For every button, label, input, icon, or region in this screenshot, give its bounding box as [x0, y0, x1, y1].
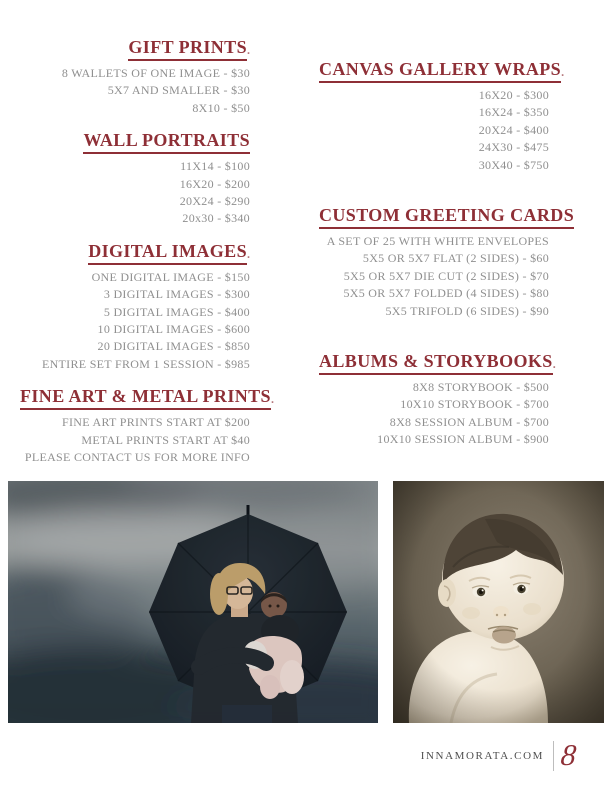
- section-header: [319, 59, 565, 83]
- price-line: 5X5 OR 5X7 FOLDED (4 SIDES) - $80: [343, 286, 549, 301]
- title-suffix: .: [552, 357, 556, 372]
- price-line: 8 WALLETS OF ONE IMAGE - $30: [61, 66, 250, 80]
- photo-umbrella-portrait: [8, 481, 378, 723]
- title-suffix: .: [270, 392, 274, 407]
- section-title: ALBUMS & STORYBOOKS: [319, 351, 553, 375]
- price-line: 8X10 - $50: [192, 100, 250, 115]
- price-line: ONE DIGITAL IMAGE - $150: [91, 269, 250, 284]
- price-line: 24X30 - $475: [478, 140, 549, 155]
- price-section-digital-images: [20, 241, 250, 373]
- title-suffix: .: [247, 43, 250, 57]
- umbrella-portrait-illustration: [8, 481, 378, 723]
- price-section-custom-greeting-cards: [319, 205, 575, 320]
- section-title: WALL PORTRAITS: [83, 130, 250, 154]
- price-section-albums-and-storybooks: [319, 351, 556, 449]
- section-header: [319, 205, 575, 229]
- price-line: 11X14 - $100: [180, 159, 250, 174]
- price-line: 5 DIGITAL IMAGES - $400: [103, 304, 250, 319]
- page-number: 8: [559, 739, 578, 772]
- price-line: PLEASE CONTACT US FOR MORE INFO: [24, 450, 250, 465]
- price-line: 5X5 TRIFOLD (6 SIDES) - $90: [385, 303, 549, 318]
- price-line: 5X5 OR 5X7 DIE CUT (2 SIDES) - $70: [343, 268, 549, 283]
- title-suffix: .: [561, 65, 565, 79]
- price-line: 20 DIGITAL IMAGES - $850: [97, 339, 250, 354]
- price-line: 8X8 SESSION ALBUM - $700: [389, 414, 549, 429]
- price-line: 30X40 - $750: [478, 157, 549, 172]
- site-url: INNAMORATA.COM: [420, 750, 544, 762]
- price-line: 10X10 STORYBOOK - $700: [400, 397, 549, 412]
- price-section-gift-prints: [20, 37, 250, 117]
- price-line: FINE ART PRINTS START AT $200: [61, 415, 250, 430]
- photo-baby-portrait: [393, 481, 604, 723]
- section-header: [20, 37, 250, 61]
- price-line: 10X10 SESSION ALBUM - $900: [377, 432, 549, 447]
- price-line: 20X24 - $400: [478, 122, 549, 137]
- price-column-right: [319, 59, 575, 480]
- price-line: ENTIRE SET FROM 1 SESSION - $985: [41, 356, 250, 371]
- footer-divider: [553, 741, 554, 771]
- price-line: 5X7 AND SMALLER - $30: [107, 83, 250, 98]
- price-line: 3 DIGITAL IMAGES - $300: [103, 287, 250, 302]
- price-line: 16X20 - $200: [179, 176, 250, 191]
- price-line: 10 DIGITAL IMAGES - $600: [97, 322, 250, 337]
- price-line: 20x30 - $340: [182, 211, 250, 226]
- section-header: [20, 130, 250, 154]
- section-header: [20, 241, 250, 265]
- price-line: 20X24 - $290: [179, 194, 250, 209]
- price-section-wall-portraits: [20, 130, 250, 228]
- price-line: 16X20 - $300: [478, 88, 549, 102]
- section-title: DIGITAL IMAGES: [88, 241, 247, 265]
- title-suffix: .: [247, 246, 250, 261]
- price-section-canvas-gallery-wraps: [319, 59, 565, 174]
- price-line: A SET OF 25 WITH WHITE ENVELOPES: [326, 234, 549, 249]
- price-line: 5X5 OR 5X7 FLAT (2 SIDES) - $60: [362, 251, 549, 266]
- section-title: CANVAS GALLERY WRAPS: [319, 59, 561, 83]
- page-footer: [0, 736, 576, 776]
- price-line: 16X24 - $350: [478, 105, 549, 120]
- section-title: GIFT PRINTS: [128, 37, 247, 61]
- price-section-fine-art-and-metal-prints: [20, 386, 274, 466]
- price-line: 8X8 STORYBOOK - $500: [412, 380, 549, 395]
- baby-portrait-illustration: [393, 481, 604, 723]
- section-title: FINE ART & METAL PRINTS: [20, 386, 271, 410]
- section-header: [20, 386, 274, 410]
- section-header: [319, 351, 556, 375]
- price-line: METAL PRINTS START AT $40: [81, 432, 250, 447]
- price-column-left: [20, 37, 274, 480]
- section-title: CUSTOM GREETING CARDS: [319, 205, 574, 229]
